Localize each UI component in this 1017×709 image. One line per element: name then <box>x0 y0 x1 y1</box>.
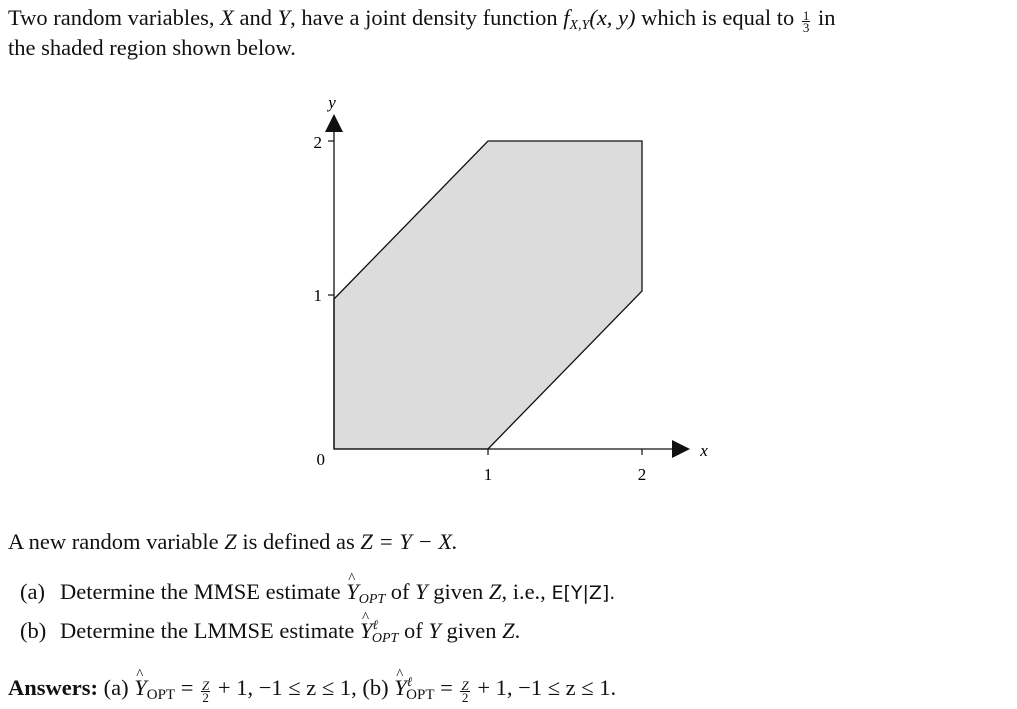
var-y: Y <box>277 5 291 30</box>
fraction-denominator: 3 <box>802 20 810 35</box>
x-tick-label-1: 1 <box>483 465 493 484</box>
x-axis-arrow <box>672 440 690 458</box>
fraction-one-third <box>802 10 811 33</box>
estimate-symbol: ^ Y <box>360 617 373 645</box>
answer-a-subscript: OPT <box>146 687 176 703</box>
y-axis-arrow <box>325 114 343 132</box>
question-text: , i.e., <box>501 579 552 604</box>
definition-text: A new random variable <box>8 529 225 554</box>
var-x: X <box>220 5 234 30</box>
question-label: (a) <box>20 579 45 604</box>
question-text: of <box>385 579 416 604</box>
answer-a-estimate: ^ Y <box>134 674 147 702</box>
var-y: Y <box>415 579 428 604</box>
answer-a-label: (a) <box>103 675 129 700</box>
var-z: Z <box>488 579 502 604</box>
answer-b-subscript: OPT <box>406 687 435 703</box>
fraction-numerator: 1 <box>802 8 810 23</box>
question-text: given <box>427 579 489 604</box>
answers-heading: Answers: <box>8 675 98 700</box>
y-tick-label-1: 1 <box>313 286 322 305</box>
density-symbol: f <box>563 5 570 30</box>
estimate-subscript: OPT <box>371 631 399 646</box>
question-a <box>20 578 615 614</box>
x-tick-label-2: 2 <box>637 465 647 484</box>
problem-line-2: the shaded region shown below. <box>8 35 296 60</box>
var-z: Z <box>224 529 237 554</box>
fraction-denominator: 2 <box>202 690 209 705</box>
estimate-symbol: ^ Y <box>346 578 359 606</box>
problem-text: which is equal to <box>635 5 800 30</box>
answer-a-equals: = <box>175 675 200 700</box>
question-b <box>20 611 520 653</box>
answer-b-rest: + 1, −1 ≤ z ≤ 1. <box>471 675 617 700</box>
estimate-subscript: OPT <box>358 592 386 607</box>
answer-a-rest: + 1, −1 ≤ z ≤ 1, <box>212 675 357 700</box>
fraction-denominator: 2 <box>461 690 469 705</box>
estimate-superscript: ℓ <box>372 617 378 632</box>
shaded-region <box>334 141 642 449</box>
question-text: Determine the MMSE estimate <box>60 579 347 604</box>
question-label: (b) <box>20 618 47 643</box>
definition-equation: Z = Y − X. <box>360 529 458 554</box>
answer-a-fraction <box>201 680 210 703</box>
var-y: Y <box>428 618 441 643</box>
y-tick-label-2: 2 <box>313 133 322 152</box>
x-axis-label: x <box>700 441 708 460</box>
definition-text: is defined as <box>236 529 361 554</box>
answer-b-equals: = <box>434 675 459 700</box>
problem-text: and <box>233 5 278 30</box>
question-text: Determine the LMMSE estimate <box>60 618 360 643</box>
answer-b-estimate: ^ Y <box>394 674 407 702</box>
answer-b-label: (b) <box>362 675 389 700</box>
density-args: (x, y) <box>589 5 636 30</box>
density-subscript: X,Y <box>569 18 590 33</box>
problem-text: , have a joint density function <box>290 5 564 30</box>
question-text: of <box>398 618 429 643</box>
region-graph <box>300 90 720 490</box>
answers-line <box>8 668 616 709</box>
problem-text: Two random variables, <box>8 5 221 30</box>
answer-b-fraction <box>460 680 469 703</box>
expectation-expression: E[Y|Z]. <box>551 582 616 604</box>
fraction-numerator: Z <box>461 678 469 693</box>
fraction-numerator: Z <box>202 678 210 693</box>
origin-label: 0 <box>316 450 325 469</box>
definition-line <box>8 528 458 556</box>
answer-b-superscript: ℓ <box>406 674 413 689</box>
problem-text: in <box>812 5 836 30</box>
question-text: . <box>514 618 521 643</box>
question-text: given <box>440 618 503 643</box>
y-axis-label: y <box>328 93 336 112</box>
var-z: Z <box>502 618 515 643</box>
